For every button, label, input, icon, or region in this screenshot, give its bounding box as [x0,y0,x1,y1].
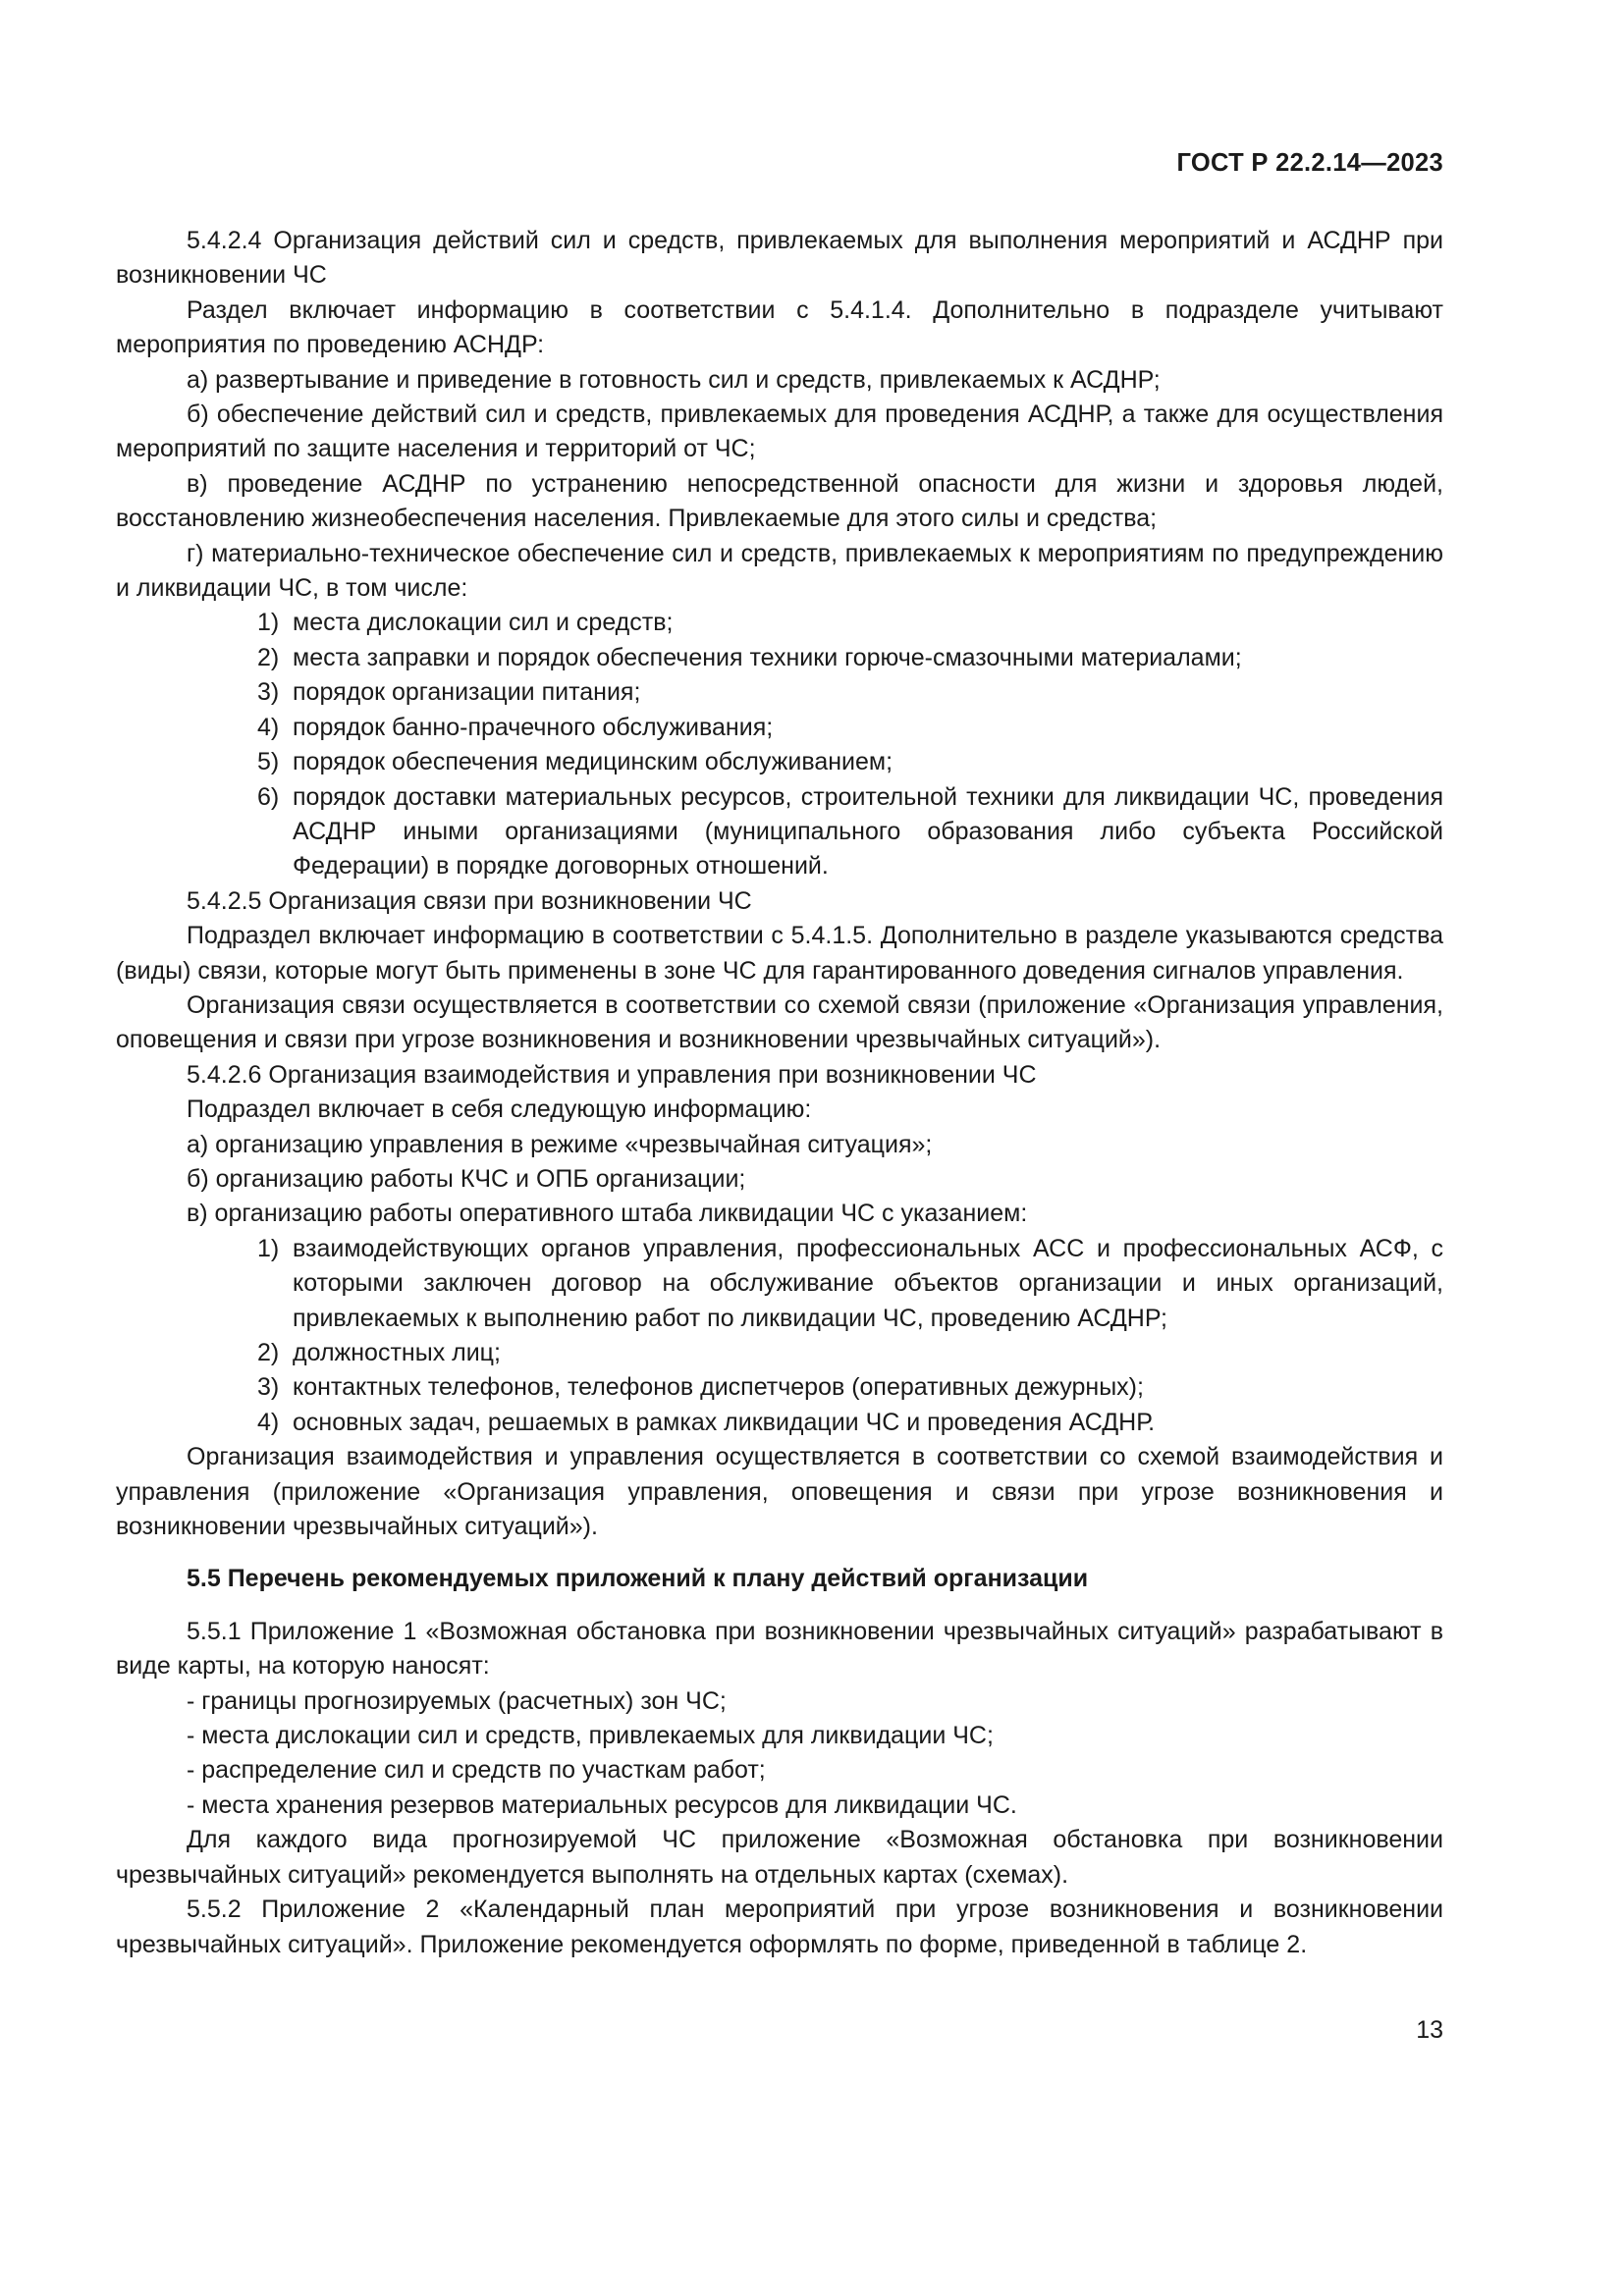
dash-item: - места хранения резервов материальных ресурсов для ликвидации ЧС. [187,1790,1017,1819]
dash-item: - места дислокации сил и средств, привлекаемых для ликвидации ЧС; [187,1722,994,1750]
paragraph: Для каждого вида прогнозируемой ЧС приложение «Возможная обстановка при возникновении чрезвычайных ситуаций» рекомендуется выполнять на отдельных картах (схемах). [116,1826,1443,1889]
numbered-item: 3) контактных телефонов, телефонов диспетчеров (оперативных дежурных); [257,1373,1144,1402]
list-item-b: б) обеспечение действий сил и средств, привлекаемых для проведения АСДНР, а также для осуществления мероприятий по защите населения и территорий от ЧС; [116,400,1443,463]
paragraph: Организация взаимодействия и управления осуществляется в соответствии со схемой взаимодействия и управления (приложение «Организация управления, оповещения и связи при угрозе возникновения и возникновении чрезвычайных ситуаций»). [116,1443,1443,1541]
numbered-item: 3) порядок организации питания; [257,678,641,707]
numbered-item: 5) порядок обеспечения медицинским обслуживанием; [257,748,893,776]
paragraph: Раздел включает информацию в соответствии с 5.4.1.4. Дополнительно в подразделе учитывают мероприятия по проведению АСНДР: [116,295,1443,359]
document-code: ГОСТ Р 22.2.14—2023 [1176,149,1443,177]
document-page [116,0,1443,2296]
list-item-a: а) организацию управления в режиме «чрезвычайная ситуация»; [187,1130,933,1158]
subsection-heading: 5.4.2.4 Организация действий сил и средств, привлекаемых для выполнения мероприятий и АСДНР при возникновении ЧС [116,227,1443,290]
paragraph: Подраздел включает информацию в соответствии с 5.4.1.5. Дополнительно в разделе указываются средства (виды) связи, которые могут быть применены в зоне ЧС для гарантированного доведения сигналов управления. [116,922,1443,985]
paragraph: Организация связи осуществляется в соответствии со схемой связи (приложение «Организация управления, оповещения и связи при угрозе возникновения и возникновении чрезвычайных ситуаций»). [116,990,1443,1054]
dash-item: - границы прогнозируемых (расчетных) зон ЧС; [187,1686,727,1715]
dash-item: - распределение сил и средств по участкам работ; [187,1756,766,1785]
list-item-b: б) организацию работы КЧС и ОПБ организации; [187,1164,746,1193]
list-item-g: г) материально-техническое обеспечение сил и средств, привлекаемых к мероприятиям по предупреждению и ликвидации ЧС, в том числе: [116,539,1443,603]
numbered-item: 1) взаимодействующих органов управления, профессиональных АСС и профессиональных АСФ, с которыми заключен договор на обслуживание объектов организации и иных организаций, привлекаемых к выполнению работ по ликвидации ЧС, проведению АСДНР; [257,1234,1443,1332]
numbered-item: 2) места заправки и порядок обеспечения техники горюче-смазочными материалами; [257,643,1242,671]
paragraph: 5.5.1 Приложение 1 «Возможная обстановка при возникновении чрезвычайных ситуаций» разрабатывают в виде карты, на которую наносят: [116,1617,1443,1681]
numbered-item: 4) основных задач, решаемых в рамках ликвидации ЧС и проведения АСДНР. [257,1408,1156,1436]
list-item-a: а) развертывание и приведение в готовность сил и средств, привлекаемых к АСДНР; [187,365,1161,394]
list-item-v: в) организацию работы оперативного штаба ликвидации ЧС с указанием: [187,1200,1028,1228]
subsection-heading: 5.4.2.6 Организация взаимодействия и управления при возникновении ЧС [187,1060,1037,1089]
subsection-heading: 5.4.2.5 Организация связи при возникновении ЧС [187,886,752,915]
numbered-item: 4) порядок банно-прачечного обслуживания; [257,713,774,741]
page-number: 13 [1416,2016,1443,2044]
numbered-item: 1) места дислокации сил и средств; [257,609,674,637]
numbered-item: 6) порядок доставки материальных ресурсов, строительной техники для ликвидации ЧС, проведения АСДНР иными организациями (муниципального образования либо субъекта Российской Федерации) в порядке договорных отношений. [257,782,1443,881]
paragraph: Подраздел включает в себя следующую информацию: [187,1095,812,1124]
list-item-v: в) проведение АСДНР по устранению непосредственной опасности для жизни и здоровья людей, восстановлению жизнеобеспечения населения. Привлекаемые для этого силы и средства; [116,469,1443,533]
paragraph: 5.5.2 Приложение 2 «Календарный план мероприятий при угрозе возникновения и возникновении чрезвычайных ситуаций». Приложение рекомендуется оформлять по форме, приведенной в таблице 2. [116,1896,1443,1958]
section-title: 5.5 Перечень рекомендуемых приложений к плану действий организации [187,1565,1089,1593]
document-body [116,224,1443,1962]
numbered-item: 2) должностных лиц; [257,1339,501,1366]
